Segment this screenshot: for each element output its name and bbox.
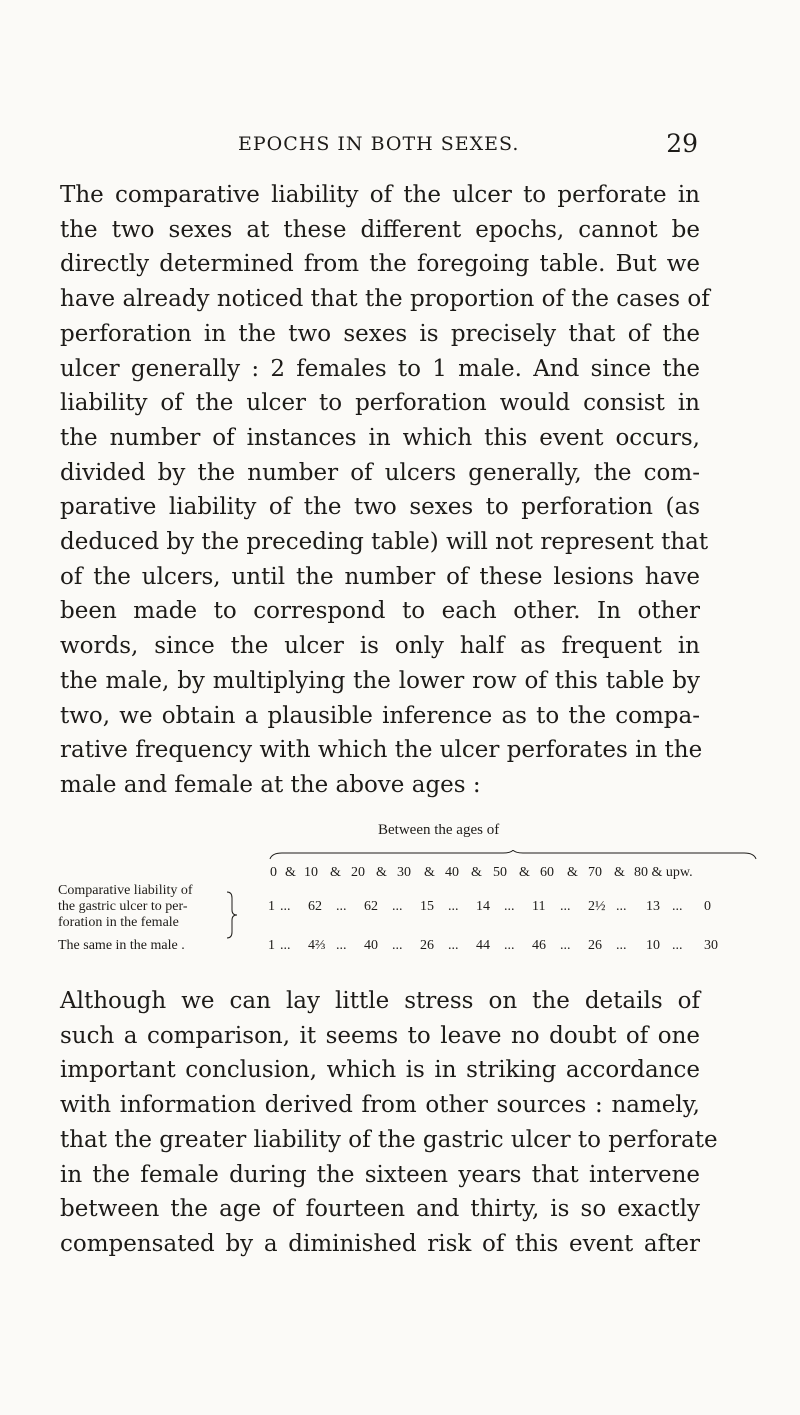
table-value-cell: 10 <box>646 938 660 953</box>
text-line: of the ulcers, until the number of these lesions have <box>60 563 700 590</box>
table-value-cell: 2½ <box>588 899 606 914</box>
text-line: male and female at the above ages : <box>60 771 481 798</box>
table-value-cell: 26 <box>420 938 434 953</box>
leader-dots: ... <box>392 938 403 953</box>
text-line: compensated by a diminished risk of this event after <box>60 1230 700 1257</box>
age-header-cell: 0 <box>270 865 277 880</box>
text-line: the two sexes at these different epochs, cannot be <box>60 216 700 243</box>
leader-dots: ... <box>560 899 571 914</box>
text-line: deduced by the preceding table) will not represent that <box>60 529 709 556</box>
table-value-cell: 62 <box>308 899 322 914</box>
text-line: important conclusion, which is in striking accordance <box>60 1057 700 1084</box>
age-header-row <box>58 865 708 883</box>
running-title: EPOCHS IN BOTH SEXES. <box>238 133 520 155</box>
age-header-cell: & <box>376 865 387 880</box>
text-line: perforation in the two sexes is precisely that of the <box>60 320 700 347</box>
leader-dots: ... <box>504 938 515 953</box>
age-header-cell: & <box>471 865 482 880</box>
age-header-cell: 40 <box>445 865 459 880</box>
age-header-cell: 50 <box>493 865 507 880</box>
leader-dots: ... <box>672 938 683 953</box>
text-line: liability of the ulcer to perforation would consist in <box>60 390 700 417</box>
table-value-cell: 62 <box>364 899 378 914</box>
age-header-cell: & <box>330 865 341 880</box>
text-line: been made to correspond to each other. In other <box>60 598 700 625</box>
text-line: Although we can lay little stress on the details of <box>60 988 700 1014</box>
leader-dots: ... <box>448 899 459 914</box>
text-line: divided by the number of ulcers generally, the com- <box>60 459 700 486</box>
text-line: have already noticed that the proportion of the cases of <box>60 286 710 313</box>
table-value-cell: 14 <box>476 899 490 914</box>
text-line: two, we obtain a plausible inference as to the compa- <box>60 702 700 729</box>
page-header <box>58 129 698 163</box>
table-value-cell: 13 <box>646 899 660 914</box>
male-values-row <box>268 938 718 956</box>
text-line: directly determined from the foregoing table. But we <box>60 251 700 278</box>
table-value-cell: 44 <box>476 938 490 953</box>
age-header-cell: & <box>519 865 530 880</box>
leader-dots: ... <box>336 938 347 953</box>
text-line: The comparative liability of the ulcer to perforate in <box>60 182 700 208</box>
text-line: in the female during the sixteen years that intervene <box>60 1161 700 1188</box>
age-header-cell: 20 <box>351 865 365 880</box>
text-line: words, since the ulcer is only half as frequent in <box>60 633 700 660</box>
text-line: rative frequency with which the ulcer perforates in the <box>60 737 703 764</box>
leader-dots: ... <box>672 899 683 914</box>
age-header-cell: 30 <box>397 865 411 880</box>
age-header-cell: & <box>424 865 435 880</box>
leader-dots: ... <box>616 938 627 953</box>
text-line: the number of instances in which this event occurs, <box>60 424 700 451</box>
table-caption: Between the ages of <box>378 822 500 838</box>
table-value-cell: 1 <box>268 938 275 953</box>
female-row-label-line: foration in the female <box>58 915 179 930</box>
table-value-cell: 46 <box>532 938 546 953</box>
male-row-label: The same in the male . <box>58 938 185 953</box>
age-header-cell: 80 & upw. <box>634 865 693 880</box>
leader-dots: ... <box>560 938 571 953</box>
text-line: such a comparison, it seems to leave no doubt of one <box>60 1022 700 1049</box>
page-number: 29 <box>666 129 698 158</box>
female-row-label-line: Comparative liability of <box>58 883 193 898</box>
table-value-cell: 0 <box>704 899 711 914</box>
age-header-cell: & <box>567 865 578 880</box>
text-line: the male, by multiplying the lower row of this table by <box>60 667 700 694</box>
paragraph-conclusion <box>60 984 718 1262</box>
paragraph-comparative-liability <box>60 178 710 803</box>
text-line: between the age of fourteen and thirty, is so exactly <box>60 1196 700 1223</box>
leader-dots: ... <box>280 938 291 953</box>
leader-dots: ... <box>616 899 627 914</box>
table-value-cell: 4⅔ <box>308 938 326 953</box>
table-value-cell: 11 <box>532 899 546 914</box>
age-header-cell: 60 <box>540 865 554 880</box>
text-line: with information derived from other sources : namely, <box>60 1092 700 1119</box>
text-line: ulcer generally : 2 females to 1 male. And since the <box>60 355 700 382</box>
perforation-comparison-table <box>58 820 718 960</box>
leader-dots: ... <box>280 899 291 914</box>
leader-dots: ... <box>336 899 347 914</box>
female-values-row <box>268 899 711 917</box>
table-value-cell: 26 <box>588 938 602 953</box>
leader-dots: ... <box>448 938 459 953</box>
table-value-cell: 1 <box>268 899 275 914</box>
leader-dots: ... <box>392 899 403 914</box>
table-value-cell: 40 <box>364 938 378 953</box>
age-header-cell: 70 <box>588 865 602 880</box>
table-value-cell: 15 <box>420 899 434 914</box>
age-header-cell: & <box>614 865 625 880</box>
text-line: parative liability of the two sexes to perforation (as <box>60 494 700 521</box>
female-row-label-line: the gastric ulcer to per- <box>58 899 188 914</box>
leader-dots: ... <box>504 899 515 914</box>
age-brace <box>268 850 758 860</box>
age-header-cell: & <box>285 865 296 880</box>
row-label-brace <box>226 890 238 940</box>
age-header-cell: 10 <box>304 865 318 880</box>
text-line: that the greater liability of the gastric ulcer to perforate <box>60 1126 718 1153</box>
table-value-cell: 30 <box>704 938 718 953</box>
